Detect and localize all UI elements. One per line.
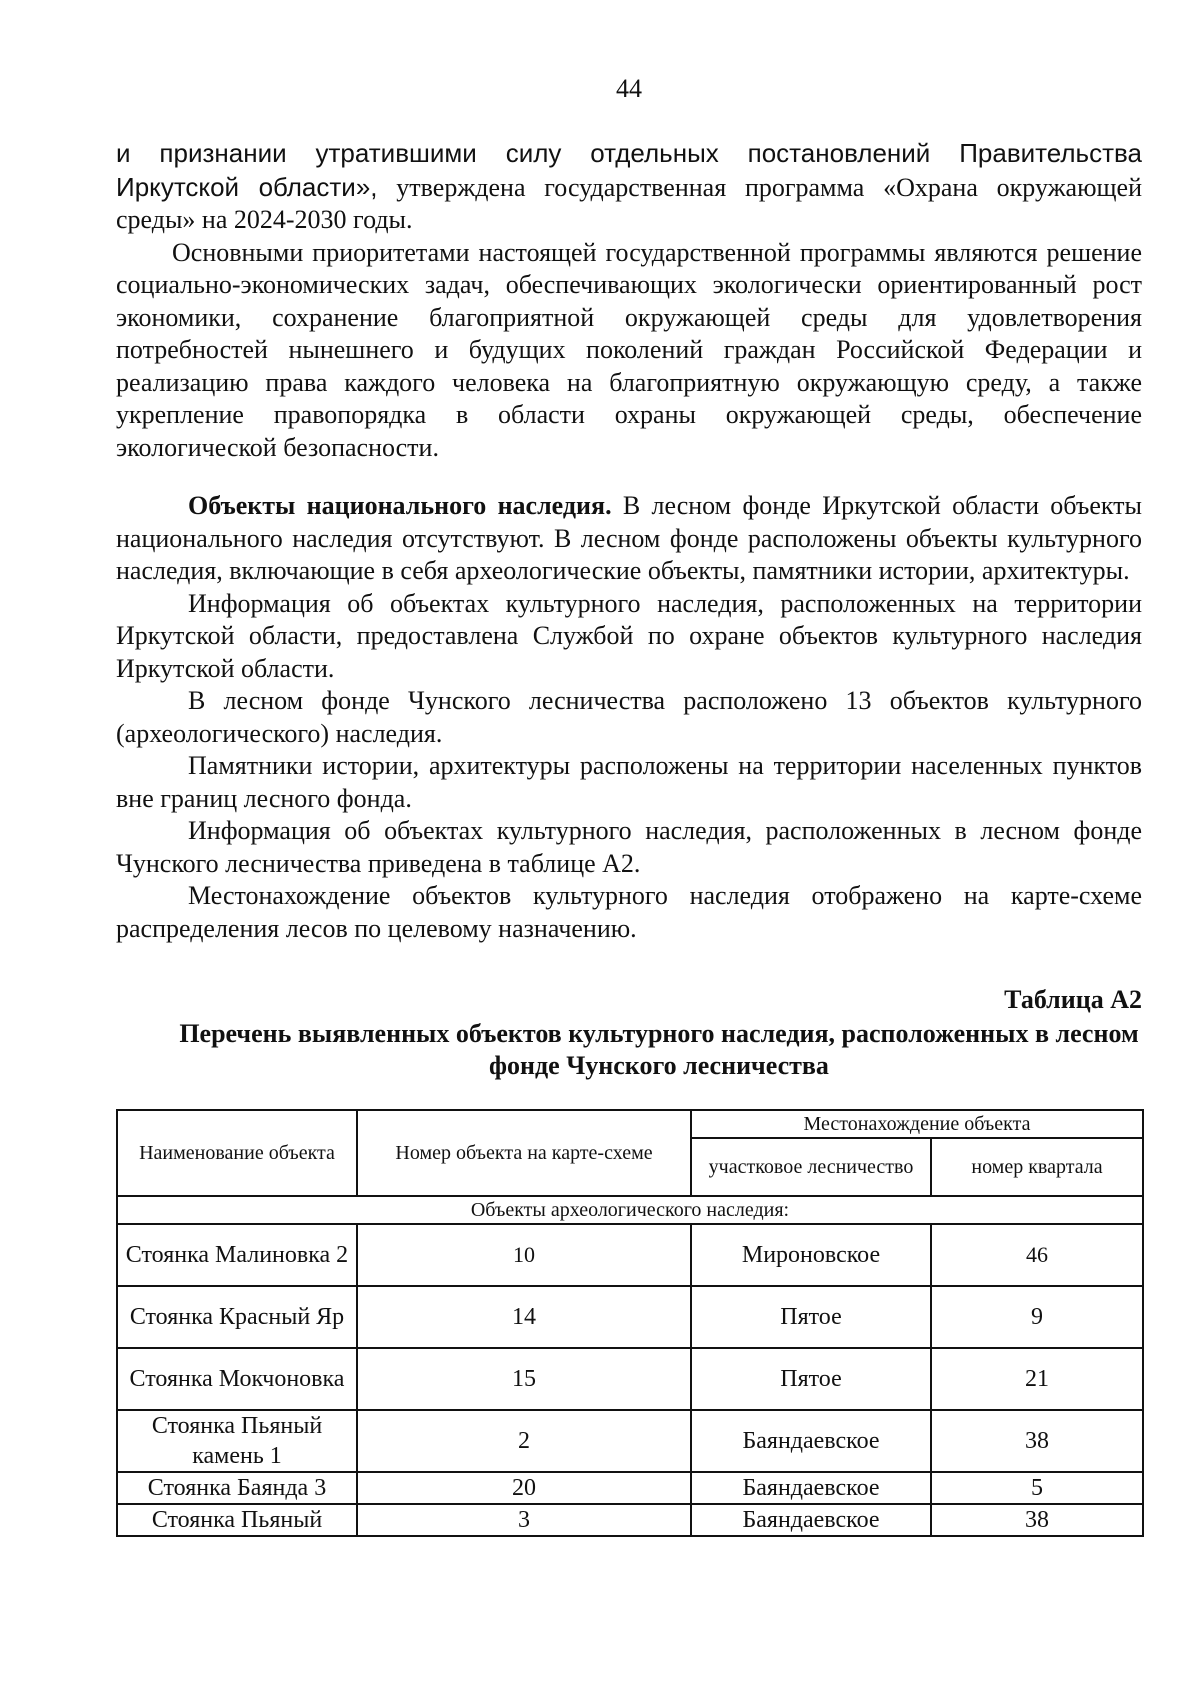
header-quarter: номер квартала xyxy=(931,1138,1143,1196)
table-row xyxy=(117,1286,1143,1348)
cell-name: Стоянка Баянда 3 xyxy=(117,1472,357,1504)
table-row xyxy=(117,1472,1143,1504)
cell-number: 20 xyxy=(357,1472,691,1504)
cell-quarter: 38 xyxy=(931,1504,1143,1536)
cell-number: 3 xyxy=(357,1504,691,1536)
cell-forestry: Баяндаевское xyxy=(691,1472,931,1504)
paragraph-national-heritage xyxy=(116,490,1142,588)
paragraph-table-ref: Информация об объектах культурного наследия, расположенных в лесном фонде Чунского лесничества приведена в таблице А2. xyxy=(116,816,1142,878)
paragraph-count: В лесном фонде Чунского лесничества расположено 13 объектов культурного (археологического) наследия. xyxy=(116,686,1142,748)
section-label: Объекты археологического наследия: xyxy=(117,1196,1143,1224)
table-row xyxy=(117,1224,1143,1286)
cell-number: 10 xyxy=(357,1224,691,1286)
heritage-block xyxy=(116,490,1142,945)
paragraph-program-continuation xyxy=(116,137,1142,237)
cell-quarter: 9 xyxy=(931,1286,1143,1348)
cell-name: Стоянка Пьяный xyxy=(117,1504,357,1536)
paragraph-location-map: Местонахождение объектов культурного наследия отображено на карте-схеме распределения лесов по целевому назначению. xyxy=(116,881,1142,943)
cell-name: Стоянка Малиновка 2 xyxy=(117,1224,357,1286)
cell-name: Стоянка Красный Яр xyxy=(117,1286,357,1348)
header-name: Наименование объекта xyxy=(117,1110,357,1196)
table-row xyxy=(117,1348,1143,1410)
header-location: Местонахождение объекта xyxy=(691,1110,1143,1138)
table-row xyxy=(117,1410,1143,1472)
cell-number: 15 xyxy=(357,1348,691,1410)
page-number: 44 xyxy=(616,74,642,103)
cell-number: 2 xyxy=(357,1410,691,1472)
cell-quarter: 21 xyxy=(931,1348,1143,1410)
table-row xyxy=(117,1504,1143,1536)
continuation-sans-text: и признании утратившими силу отдельных постановлений Правительства Иркутской области», xyxy=(116,138,1142,202)
cell-number: 14 xyxy=(357,1286,691,1348)
cell-forestry: Баяндаевское xyxy=(691,1410,931,1472)
header-map-number: Номер объекта на карте-схеме xyxy=(357,1110,691,1196)
cell-forestry: Пятое xyxy=(691,1348,931,1410)
paragraph-monuments: Памятники истории, архитектуры расположены на территории населенных пунктов вне границ лесного фонда. xyxy=(116,751,1142,813)
cell-quarter: 46 xyxy=(931,1224,1143,1286)
cell-quarter: 38 xyxy=(931,1410,1143,1472)
national-heritage-heading: Объекты национального наследия. xyxy=(188,491,612,520)
paragraph-info-source: Информация об объектах культурного наследия, расположенных на территории Иркутской области, предоставлена Службой по охране объектов культурного наследия Иркутской области. xyxy=(116,588,1142,683)
table-caption: Таблица А2 xyxy=(1004,985,1142,1014)
continuation-rest-text: утверждена государственная программа «Охрана окружающей среды» на 2024-2030 годы. xyxy=(116,172,1143,234)
table-header-row-1 xyxy=(117,1110,1143,1138)
national-heritage-text: В лесном фонде Иркутской области объекты национального наследия отсутствуют. В лесном фонде расположены объекты культурного наследия, включающие в себя археологические объекты, памятники истории, архитектуры. xyxy=(116,491,1142,585)
cell-forestry: Мироновское xyxy=(691,1224,931,1286)
table-section-row xyxy=(117,1196,1143,1224)
intro-block xyxy=(116,137,1142,464)
paragraph-priorities: Основными приоритетами настоящей государственной программы являются решение социально-экономических задач, обеспечивающих экологически ориентированный рост экономики, сохранение благоприятной окружающей среды для удовлетворения потребностей нынешнего и будущих поколений граждан Российской Федерации и реализацию права каждого человека на благоприятную окружающую среду, а также укрепление правопорядка в области охраны окружающей среды, обеспечение экологической безопасности. xyxy=(116,237,1142,462)
cell-forestry: Пятое xyxy=(691,1286,931,1348)
cell-name: Стоянка Мокчоновка xyxy=(117,1348,357,1410)
cell-forestry: Баяндаевское xyxy=(691,1504,931,1536)
header-district-forestry: участковое лесничество xyxy=(691,1138,931,1196)
heritage-table xyxy=(116,1109,1144,1537)
cell-quarter: 5 xyxy=(931,1472,1143,1504)
table-title: Перечень выявленных объектов культурного наследия, расположенных в лесном фонде Чунского лесничества xyxy=(179,1019,1139,1080)
cell-name: Стоянка Пьяный камень 1 xyxy=(117,1410,357,1472)
